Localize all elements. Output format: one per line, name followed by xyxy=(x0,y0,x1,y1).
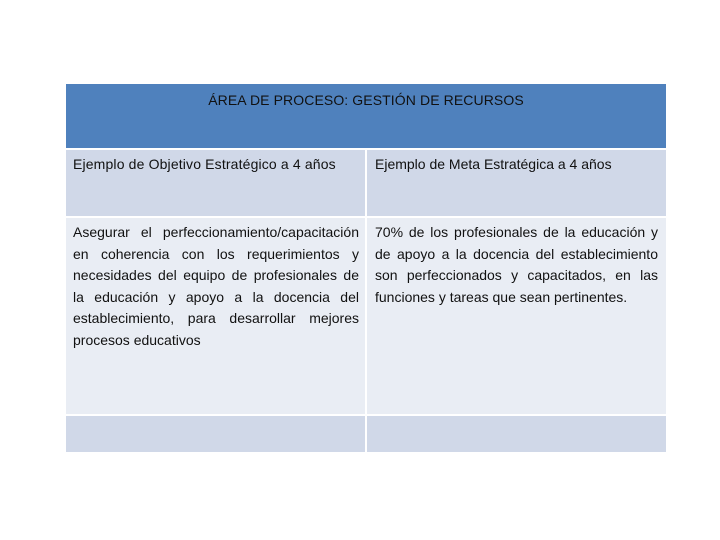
table-header-row xyxy=(66,84,666,148)
strategy-table xyxy=(66,84,666,452)
goal-cell: 70% de los profesionales de la educación y de apoyo a la docencia del establecimiento son perfeccionados y capacitados, en las funciones y tareas que sean pertinentes. xyxy=(367,218,666,414)
objective-cell: Asegurar el perfeccionamiento/capacitación en coherencia con los requerimientos y necesidades del equipo de profesionales de la educación y apoyo a la docencia del establecimiento, para desarrollar mejores procesos educativos xyxy=(66,218,365,414)
table-header-title: ÁREA DE PROCESO: GESTIÓN DE RECURSOS xyxy=(208,92,524,108)
empty-cell-right xyxy=(367,416,666,452)
column-header-objective: Ejemplo de Objetivo Estratégico a 4 años xyxy=(66,150,365,216)
column-header-goal: Ejemplo de Meta Estratégica a 4 años xyxy=(367,150,666,216)
empty-cell-left xyxy=(66,416,365,452)
